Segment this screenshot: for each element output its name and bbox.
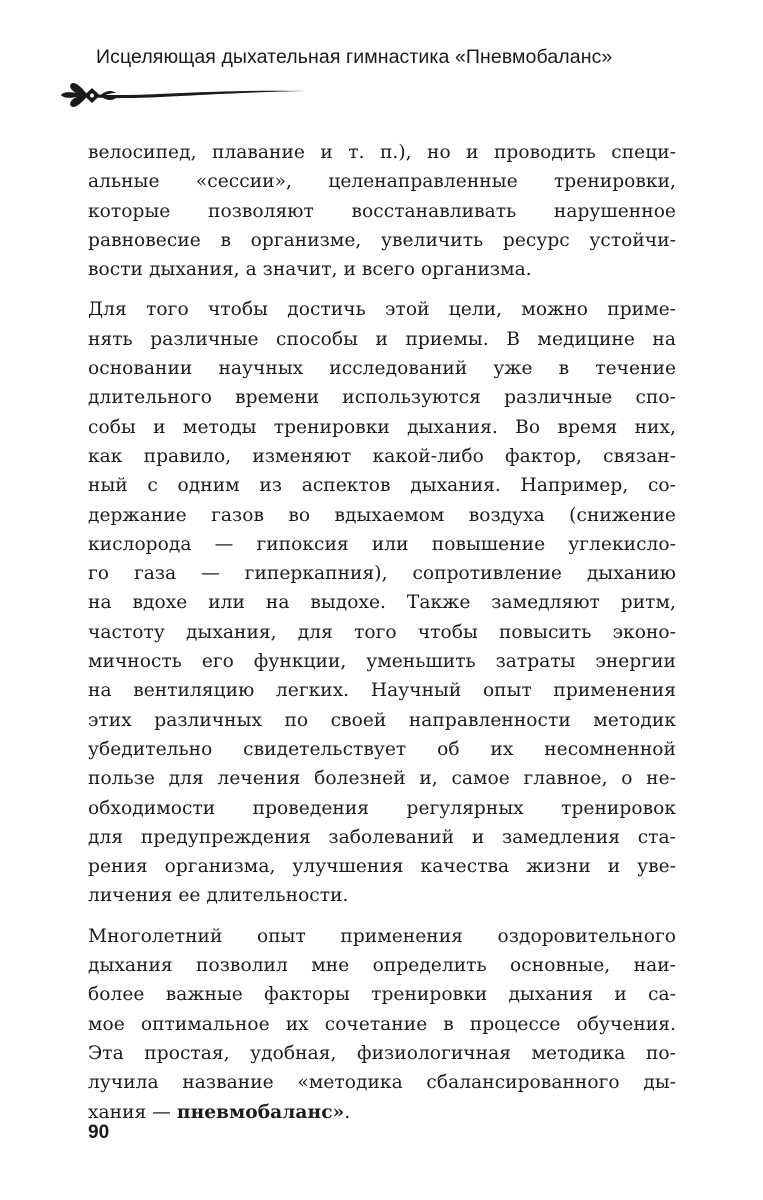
text-line: которые позволяют восстанавливать нарушенное bbox=[88, 200, 676, 222]
text-line: на вентиляцию легких. Научный опыт применения bbox=[88, 680, 676, 702]
text-line: пользе для лечения болезней и, самое главное, о не- bbox=[88, 768, 676, 790]
running-head-title: Исцеляющая дыхательная гимнастика «Пневмобаланс» bbox=[96, 46, 613, 68]
text-line: кислорода — гипоксия или повышение углекисло- bbox=[88, 533, 676, 555]
text-line: рения организма, улучшения качества жизни и уве- bbox=[88, 856, 676, 878]
paragraph bbox=[88, 295, 676, 910]
text-line: Многолетний опыт применения оздоровительного bbox=[88, 925, 676, 947]
text-line: убедительно свидетельствует об их несомненной bbox=[88, 738, 676, 760]
text-line: лучила название «методика сбалансированного ды- bbox=[88, 1072, 676, 1094]
paragraph bbox=[88, 138, 676, 284]
text-line: длительного времени используются различные спо- bbox=[88, 387, 676, 409]
paragraph bbox=[88, 922, 676, 1127]
text-line: основании научных исследований уже в течение bbox=[88, 358, 676, 380]
text-line: для предупреждения заболеваний и замедления ста- bbox=[88, 826, 676, 848]
text-line: дыхания позволил мне определить основные, наи- bbox=[88, 955, 676, 977]
fleuron-divider-icon bbox=[58, 76, 308, 112]
text-line: мое оптимальное их сочетание в процессе обучения. bbox=[88, 1013, 676, 1035]
text-line: ный с одним из аспектов дыхания. Например, со- bbox=[88, 475, 676, 497]
text-line: держание газов во вдыхаемом воздуха (снижение bbox=[88, 504, 676, 526]
final-line-suffix: . bbox=[344, 1101, 351, 1123]
text-line: собы и методы тренировки дыхания. Во время них, bbox=[88, 416, 676, 438]
text-line: вости дыхания, а значит, и всего организма. bbox=[88, 259, 532, 281]
text-line: частоту дыхания, для того чтобы повысить эконо- bbox=[88, 621, 676, 643]
body-text bbox=[88, 138, 676, 1127]
text-line: равновесие в организме, увеличить ресурс устойчи- bbox=[88, 229, 676, 251]
text-line: Для того чтобы достичь этой цели, можно приме- bbox=[88, 299, 676, 321]
text-line: более важные факторы тренировки дыхания и са- bbox=[88, 984, 676, 1006]
page-number: 90 bbox=[88, 1122, 110, 1143]
text-line: на вдохе или на выдохе. Также замедляют ритм, bbox=[88, 592, 676, 614]
text-line: Эта простая, удобная, физиологичная методика по- bbox=[88, 1042, 676, 1064]
text-line: го газа — гиперкапния), сопротивление дыханию bbox=[88, 563, 676, 585]
final-line-prefix: хания — bbox=[88, 1101, 177, 1123]
text-line: велосипед, плавание и т. п.), но и проводить специ- bbox=[88, 142, 676, 163]
text-line: мичность его функции, уменьшить затраты энергии bbox=[88, 651, 676, 673]
method-name-bold: пневмобаланс» bbox=[176, 1101, 345, 1123]
text-line: личения ее длительности. bbox=[88, 885, 349, 907]
text-line: обходимости проведения регулярных тренировок bbox=[88, 797, 676, 819]
text-line-final bbox=[88, 1098, 676, 1127]
text-line: альные «сессии», целенаправленные тренировки, bbox=[88, 171, 676, 193]
text-line: нять различные способы и приемы. В медицине на bbox=[88, 328, 676, 350]
text-line: как правило, изменяют какой-либо фактор, связан- bbox=[88, 445, 676, 467]
text-line: этих различных по своей направленности методик bbox=[88, 709, 676, 731]
